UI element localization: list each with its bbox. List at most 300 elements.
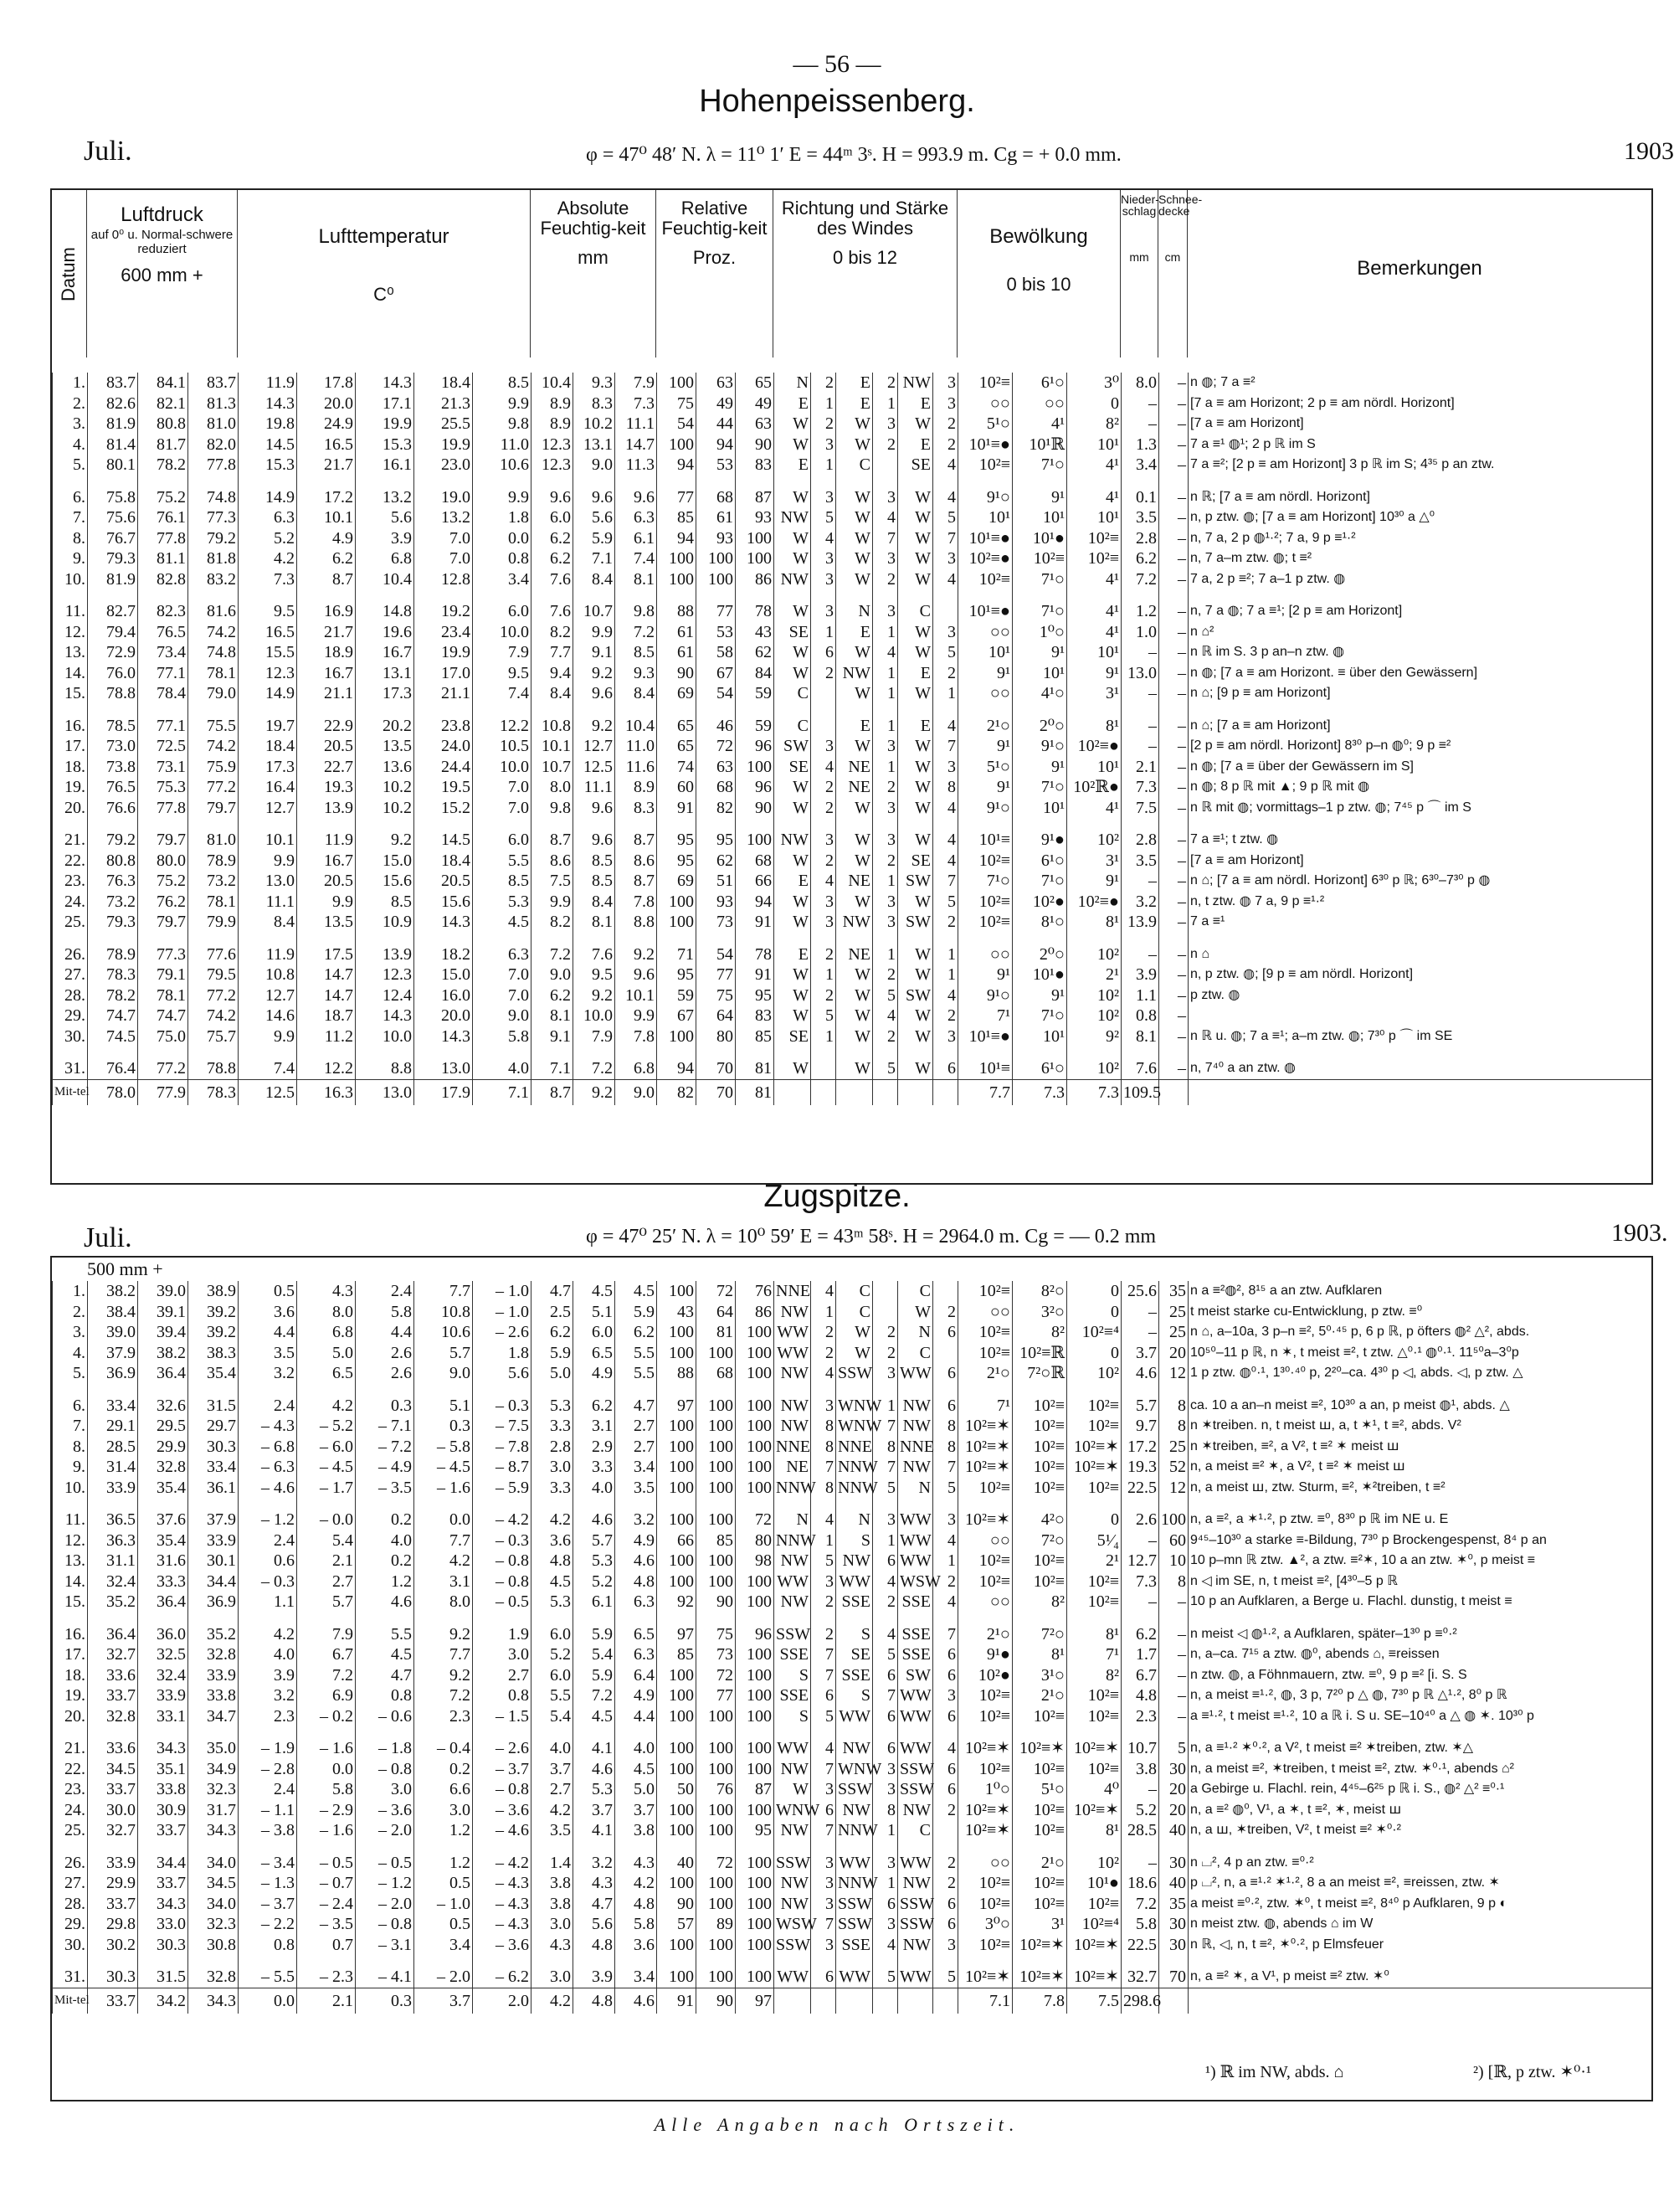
hohen-cell: 9.9 <box>473 394 531 414</box>
hohen-cell <box>898 704 933 716</box>
zug-cell: NNW <box>836 1457 873 1478</box>
hohen-cell: 73.2 <box>88 892 138 913</box>
zug-cell <box>53 1613 88 1624</box>
hohen-cell <box>53 1047 88 1058</box>
hohen-cell: W <box>774 663 811 684</box>
zug-spacer-row <box>53 1841 1652 1853</box>
zug-cell: – 4.3 <box>239 1416 297 1437</box>
zug-cell: 33.3 <box>138 1572 188 1592</box>
zug-cell: N <box>836 1510 873 1530</box>
zug-cell: 17.2 <box>1122 1437 1159 1458</box>
zug-cell: 7 <box>873 1457 898 1478</box>
hohen-cell <box>531 1047 573 1058</box>
hohen-cell <box>1013 704 1067 716</box>
zug-cell: 0.3 <box>414 1416 473 1437</box>
hohen-cell <box>531 933 573 944</box>
hohen-cell: 1 <box>933 944 958 965</box>
hohen-cell: 0.8 <box>473 548 531 569</box>
hohen-cell <box>898 589 933 601</box>
zug-cell: 12 <box>1159 1478 1189 1499</box>
zug-cell: – 4.3 <box>473 1894 531 1915</box>
hohen-cell <box>811 476 836 487</box>
zug-cell <box>836 1726 873 1738</box>
hohen-cell: 7 <box>873 528 898 549</box>
zug-cell: 4.2 <box>531 1800 573 1821</box>
zug-cell: 3 <box>873 1779 898 1800</box>
zug-cell <box>473 1498 531 1510</box>
hohen-cell <box>88 476 138 487</box>
hohen-cell: 10²≡ <box>958 455 1013 476</box>
zug-cell: 3.2 <box>239 1363 297 1384</box>
hohen-cell: 1 <box>811 455 836 476</box>
hohen-cell: 7¹○ <box>1013 777 1067 798</box>
zug-cell: 2.3 <box>239 1706 297 1727</box>
hohen-header <box>52 190 1651 358</box>
zug-cell: 5.9 <box>573 1624 615 1645</box>
hohen-cell: W <box>774 892 811 913</box>
hohen-cell: 8.5 <box>473 373 531 394</box>
zug-cell: – 7.5 <box>473 1416 531 1437</box>
hohen-cell <box>1189 1079 1652 1105</box>
hohen-cell <box>933 933 958 944</box>
zug-cell: 2 <box>873 1592 898 1613</box>
hohen-hdr-absfeucht: Absolute Feuchtig-keit <box>540 198 646 239</box>
zug-cell: 6.4 <box>615 1665 657 1686</box>
hohen-cell: n ⌂; [7 a ≡ am nördl. Horizont] 6³⁰ p ℝ; 6³⁰–7³⁰ p ◍ <box>1189 871 1652 892</box>
zug-table-row <box>53 1894 1652 1915</box>
zug-cell: 10²≡ <box>1013 1873 1067 1894</box>
zug-cell: 34.4 <box>188 1572 239 1592</box>
zug-cell: NW <box>898 1800 933 1821</box>
hohen-cell: 15.2 <box>414 798 473 819</box>
zug-cell: 97 <box>657 1624 696 1645</box>
hohen-spacer-row <box>53 1047 1652 1058</box>
hohen-cell: W <box>774 777 811 798</box>
zug-cell: 7 <box>811 1665 836 1686</box>
hohen-cell: – <box>1159 548 1189 569</box>
hohen-cell: 81.8 <box>188 548 239 569</box>
hohen-cell <box>774 1047 811 1058</box>
zug-cell: – 1.6 <box>414 1478 473 1499</box>
hohen-cell: 10²≡● <box>958 548 1013 569</box>
hohen-cell: – <box>1122 871 1159 892</box>
zug-cell: 5.3 <box>573 1551 615 1572</box>
zug-cell: n ℝ, ◁, n, t ≡², ✶⁰·², p Elmsfeuer <box>1189 1935 1652 1956</box>
hohen-cell: 14. <box>53 663 88 684</box>
hohen-cell: 65 <box>657 736 696 757</box>
zug-cell: 40 <box>1159 1873 1189 1894</box>
zug-cell: 4.6 <box>356 1592 414 1613</box>
zug-cell: 7.2 <box>297 1665 356 1686</box>
zug-cell: 10²≡✶ <box>1067 1457 1122 1478</box>
zug-cell: 3.8 <box>1122 1759 1159 1780</box>
zug-cell: 10²≡ <box>1067 1894 1122 1915</box>
hohen-cell: 94 <box>657 1058 696 1079</box>
hohen-cell: 3. <box>53 414 88 435</box>
hohen-cell <box>657 704 696 716</box>
hohen-cell: n ⌂; [9 p ≡ am Horizont] <box>1189 683 1652 704</box>
zug-cell: 100 <box>736 1478 774 1499</box>
hohen-cell <box>811 933 836 944</box>
hohen-cell <box>1189 589 1652 601</box>
hohen-cell: 61 <box>657 642 696 663</box>
hohen-cell: 9.6 <box>615 965 657 985</box>
zug-cell: 29.1 <box>88 1416 138 1437</box>
zug-cell: SSW <box>898 1894 933 1915</box>
hohen-cell <box>1013 589 1067 601</box>
hohen-cell: 3.5 <box>1122 507 1159 528</box>
zug-cell: 4.6 <box>573 1759 615 1780</box>
zug-cell: WW <box>898 1967 933 1988</box>
hohen-cell <box>1159 476 1189 487</box>
zug-cell: 32.7 <box>88 1644 138 1665</box>
hohen-cell: 19.5 <box>414 777 473 798</box>
zug-cell: 77 <box>696 1685 736 1706</box>
zug-cell: 35.0 <box>188 1738 239 1759</box>
zug-cell <box>356 1726 414 1738</box>
zug-cell: 5.5 <box>615 1363 657 1384</box>
zug-cell: – 4.3 <box>473 1873 531 1894</box>
zug-cell: 2¹○ <box>958 1363 1013 1384</box>
hohen-cell: 75.0 <box>138 1026 188 1047</box>
hohen-cell: W <box>898 1058 933 1079</box>
hohen-cell: 88 <box>657 601 696 622</box>
zug-cell <box>898 1498 933 1510</box>
hohen-cell: NE <box>836 757 873 778</box>
zug-cell: 6.9 <box>297 1685 356 1706</box>
hohen-cell: 7.0 <box>414 548 473 569</box>
zug-cell: 5.6 <box>473 1363 531 1384</box>
zug-cell: 5.3 <box>531 1592 573 1613</box>
zug-cell: 34.3 <box>188 1988 239 2014</box>
hohen-cell: 3 <box>873 798 898 819</box>
hohen-cell: W <box>836 1006 873 1026</box>
zug-cell: 3.4 <box>615 1967 657 1988</box>
hohen-table-row <box>53 851 1652 872</box>
zug-cell: 2.4 <box>239 1396 297 1417</box>
zug-cell: – 4.3 <box>473 1914 531 1935</box>
hohen-cell: 82 <box>696 798 736 819</box>
hohen-cell <box>933 476 958 487</box>
zug-cell: 0.3 <box>356 1396 414 1417</box>
zug-cell: S <box>836 1530 873 1551</box>
zug-cell: n, a ꟺ, ✶treiben, V², t meist ≡² ✶⁰·² <box>1189 1820 1652 1841</box>
hohen-cell: 3 <box>873 912 898 933</box>
zug-cell: – 5.9 <box>473 1478 531 1499</box>
hohen-cell: 8.4 <box>573 569 615 590</box>
zug-cell <box>958 1841 1013 1853</box>
hohen-cell: 7.1 <box>531 1058 573 1079</box>
zug-cell: 25 <box>1159 1437 1189 1458</box>
zug-cell: 3.4 <box>615 1457 657 1478</box>
zug-cell: – 4.2 <box>473 1853 531 1874</box>
hohen-cell <box>933 1079 958 1105</box>
zug-cell: 4 <box>873 1935 898 1956</box>
zug-cell: 6.0 <box>573 1322 615 1343</box>
hohen-cell: 80.8 <box>88 851 138 872</box>
hohen-cell: NE <box>836 871 873 892</box>
zug-cell: 5.1 <box>414 1396 473 1417</box>
hohen-table-row <box>53 944 1652 965</box>
zug-cell: WNW <box>836 1759 873 1780</box>
hohen-cell: 59 <box>736 683 774 704</box>
hohen-cell: 6.2 <box>297 548 356 569</box>
zug-cell: 1.2 <box>414 1853 473 1874</box>
zug-cell: 29.9 <box>88 1873 138 1894</box>
zug-cell: 34.3 <box>138 1738 188 1759</box>
zug-cell: 0.8 <box>356 1685 414 1706</box>
zug-cell: 0 <box>1067 1302 1122 1323</box>
zug-cell: 10²≡ <box>1013 1894 1067 1915</box>
page-number: — 56 — <box>793 50 881 78</box>
zug-cell <box>736 1841 774 1853</box>
hohen-cell: 10¹ <box>1013 798 1067 819</box>
zug-cell: 1 <box>811 1302 836 1323</box>
hohen-cell: 12.3 <box>531 435 573 455</box>
hohen-cell: 10¹● <box>1013 965 1067 985</box>
zug-cell: – 4.5 <box>297 1457 356 1478</box>
hohen-cell: 77.3 <box>188 507 239 528</box>
hohen-cell: 13.6 <box>356 757 414 778</box>
zug-cell: 9.7 <box>1122 1416 1159 1437</box>
hohen-cell <box>836 818 873 830</box>
hohen-hdr-luftdruck: Luftdruck <box>121 203 203 226</box>
hohen-cell <box>696 704 736 716</box>
zug-cell: 3⁰○ <box>958 1914 1013 1935</box>
hohen-cell: 4 <box>933 487 958 508</box>
hohen-cell: 10² <box>1067 830 1122 851</box>
hohen-cell: 10²≡● <box>1067 736 1122 757</box>
zug-cell: 5.0 <box>297 1343 356 1364</box>
hohen-cell: – <box>1159 487 1189 508</box>
hohen-cell: NW <box>774 569 811 590</box>
hohen-cell: 6 <box>933 1058 958 1079</box>
hohen-cell: 8.4 <box>239 912 297 933</box>
zug-cell: 30 <box>1159 1935 1189 1956</box>
zug-cell <box>138 1498 188 1510</box>
zug-cell <box>657 1955 696 1967</box>
hohen-cell: 78.1 <box>188 663 239 684</box>
hohen-cell: 100 <box>657 435 696 455</box>
hohen-cell <box>1189 1047 1652 1058</box>
hohen-cell: W <box>774 912 811 933</box>
zug-cell: – 2.4 <box>297 1894 356 1915</box>
hohen-cell <box>774 1079 811 1105</box>
zug-cell: 35.2 <box>188 1624 239 1645</box>
hohen-cell: 95 <box>736 985 774 1006</box>
hohen-cell: 78.3 <box>188 1079 239 1105</box>
hohen-cell: 7.5 <box>531 871 573 892</box>
zug-cell: 35.2 <box>88 1592 138 1613</box>
hohen-cell: 74 <box>657 757 696 778</box>
zug-cell: SSE <box>774 1685 811 1706</box>
hohen-cell: 7¹○ <box>1013 455 1067 476</box>
zug-cell: WNW <box>836 1396 873 1417</box>
hohen-cell: 10.7 <box>573 601 615 622</box>
zug-cell: 29.7 <box>188 1416 239 1437</box>
zug-cell <box>873 1988 898 2014</box>
zug-cell: 100 <box>696 1935 736 1956</box>
zug-cell <box>188 1384 239 1396</box>
hohen-cell <box>657 818 696 830</box>
hohen-cell: 16.5 <box>297 435 356 455</box>
zug-cell: 10²≡ <box>1013 1478 1067 1499</box>
zug-cell <box>958 1498 1013 1510</box>
hohen-cell: 5 <box>873 1058 898 1079</box>
zug-cell: 10²≡✶ <box>958 1738 1013 1759</box>
hohen-cell: 10.7 <box>531 757 573 778</box>
hohen-cell: 76.4 <box>88 1058 138 1079</box>
hohen-cell: SW <box>898 871 933 892</box>
zug-cell: 10²≡✶ <box>1013 1935 1067 1956</box>
zug-cell: 2.8 <box>531 1437 573 1458</box>
zug-cell: SSW <box>836 1894 873 1915</box>
hohen-cell: 7.0 <box>473 777 531 798</box>
hohen-hdr-lufttemp: Lufttemperatur <box>318 225 449 248</box>
hohen-table-row <box>53 736 1652 757</box>
hohen-cell: 7.3 <box>239 569 297 590</box>
hohen-cell: 93 <box>736 507 774 528</box>
zug-cell: 28.5 <box>1122 1820 1159 1841</box>
hohen-cell: 73.2 <box>188 871 239 892</box>
hohen-cell: 9.0 <box>473 1006 531 1026</box>
hohen-cell: – <box>1159 1006 1189 1026</box>
zug-cell: 3 <box>873 1759 898 1780</box>
hohen-cell <box>88 1047 138 1058</box>
zug-cell: 36.4 <box>138 1363 188 1384</box>
zug-cell: 7 <box>811 1644 836 1665</box>
zug-cell: WW <box>836 1572 873 1592</box>
hohen-cell: 2 <box>873 435 898 455</box>
zug-cell: 4.5 <box>573 1281 615 1302</box>
hohen-cell: 12.5 <box>573 757 615 778</box>
hohen-cell: 9¹○ <box>958 798 1013 819</box>
hohen-cell <box>297 1047 356 1058</box>
hohen-hdr-datum: Datum <box>58 247 79 301</box>
zug-cell: WNW <box>836 1416 873 1437</box>
zug-cell: – 1.0 <box>473 1281 531 1302</box>
zug-cell: 10²≡✶ <box>1013 1738 1067 1759</box>
hohen-cell: 9¹ <box>958 663 1013 684</box>
zug-cell: 7²○ℝ <box>1013 1363 1067 1384</box>
hohen-cell: W <box>898 798 933 819</box>
hohen-cell: 16.0 <box>414 985 473 1006</box>
zug-cell: 5 <box>933 1478 958 1499</box>
hohen-cell: 7.3 <box>615 394 657 414</box>
zug-cell: 7.1 <box>958 1988 1013 2014</box>
hohen-table-row <box>53 601 1652 622</box>
zug-cell: 4 <box>811 1738 836 1759</box>
zug-cell <box>1189 1988 1652 2014</box>
hohen-cell: 17.0 <box>414 663 473 684</box>
hohen-cell: 78.4 <box>138 683 188 704</box>
zug-cell <box>811 1841 836 1853</box>
zug-cell: 88 <box>657 1363 696 1384</box>
zug-cell: WW <box>774 1967 811 1988</box>
zug-cell <box>615 1384 657 1396</box>
zug-cell: 2.6 <box>356 1363 414 1384</box>
zug-cell: 5.4 <box>573 1644 615 1665</box>
zug-cell: 3.6 <box>615 1935 657 1956</box>
zug-cell: 100 <box>696 1343 736 1364</box>
hohen-cell <box>696 818 736 830</box>
hohen-cell: W <box>898 830 933 851</box>
zug-cell <box>774 1955 811 1967</box>
hohen-cell: 10¹≡● <box>958 1026 1013 1047</box>
zug-cell: 34.3 <box>188 1820 239 1841</box>
zug-cell: 6. <box>53 1396 88 1417</box>
hohen-cell: 10.1 <box>239 830 297 851</box>
zug-cell: WSW <box>898 1572 933 1592</box>
zug-cell: 3.0 <box>531 1457 573 1478</box>
hohen-cell: 16.7 <box>356 642 414 663</box>
hohen-cell: 10.2 <box>356 777 414 798</box>
zug-cell <box>696 1955 736 1967</box>
hohen-cell <box>1159 1047 1189 1058</box>
hohen-cell: 23.4 <box>414 622 473 643</box>
zug-cell: – 1.9 <box>239 1738 297 1759</box>
hohen-cell <box>1159 1079 1189 1105</box>
hohen-cell: 11.2 <box>297 1026 356 1047</box>
zug-coords: φ = 47⁰ 25′ N. λ = 10⁰ 59′ E = 43ᵐ 58ˢ. H = 2964.0 m. Cg = — 0.2 mm <box>586 1226 1157 1247</box>
hohen-cell <box>958 589 1013 601</box>
hohen-spacer-row <box>53 818 1652 830</box>
hohen-cell: 25.5 <box>414 414 473 435</box>
hohen-cell: 14.7 <box>297 985 356 1006</box>
zug-cell <box>414 1726 473 1738</box>
hohen-cell: – <box>1122 944 1159 965</box>
zug-cell: 1.2 <box>356 1572 414 1592</box>
zug-table-row <box>53 1935 1652 1956</box>
zug-cell <box>473 1726 531 1738</box>
hohen-cell: 13.0 <box>356 1079 414 1105</box>
hohen-cell: 2 <box>873 851 898 872</box>
hohen-cell: 4¹ <box>1067 569 1122 590</box>
zug-cell: a Gebirge u. Flachl. rein, 4⁴⁵–6²⁵ p ℝ i. S., ◍² △² ≡⁰·¹ <box>1189 1779 1652 1800</box>
hohen-cell: 3¹ <box>1067 683 1122 704</box>
zug-cell: NNE <box>774 1281 811 1302</box>
zug-cell <box>933 1343 958 1364</box>
hohen-cell: n ℝ mit ◍; vormittags–1 p ztw. ◍; 7⁴⁵ p ⌒ im S <box>1189 798 1652 819</box>
zug-cell: 1.7 <box>1122 1644 1159 1665</box>
hohen-cell: 2 <box>811 373 836 394</box>
hohen-cell: 67 <box>696 663 736 684</box>
zug-cell: 1.9 <box>473 1624 531 1645</box>
hohen-cell: 7.3 <box>1122 777 1159 798</box>
hohen-cell: C <box>774 716 811 737</box>
zug-cell <box>297 1955 356 1967</box>
zug-cell <box>1122 1726 1159 1738</box>
hohen-cell <box>657 589 696 601</box>
hohen-cell: 15.5 <box>239 642 297 663</box>
hohen-cell <box>53 589 88 601</box>
zug-cell: – 5.8 <box>414 1437 473 1458</box>
zug-cell: 11. <box>53 1510 88 1530</box>
hohen-coords: φ = 47⁰ 48′ N. λ = 11⁰ 1′ E = 44ᵐ 3ˢ. H = 993.9 m. Cg = + 0.0 mm. <box>586 144 1122 166</box>
zug-cell: 9¹● <box>958 1644 1013 1665</box>
zug-cell: 4.7 <box>531 1281 573 1302</box>
hohen-cell: W <box>898 507 933 528</box>
zug-cell: 10²≡ <box>1013 1706 1067 1727</box>
hohen-cell: 85 <box>657 507 696 528</box>
hohen-cell: 83.7 <box>188 373 239 394</box>
hohen-cell: – <box>1159 569 1189 590</box>
hohen-cell: 14.3 <box>239 394 297 414</box>
zug-cell: 4.5 <box>356 1644 414 1665</box>
zug-cell: – <box>1122 1322 1159 1343</box>
zug-cell: 3 <box>811 1853 836 1874</box>
zug-cell: 4.6 <box>1122 1363 1159 1384</box>
